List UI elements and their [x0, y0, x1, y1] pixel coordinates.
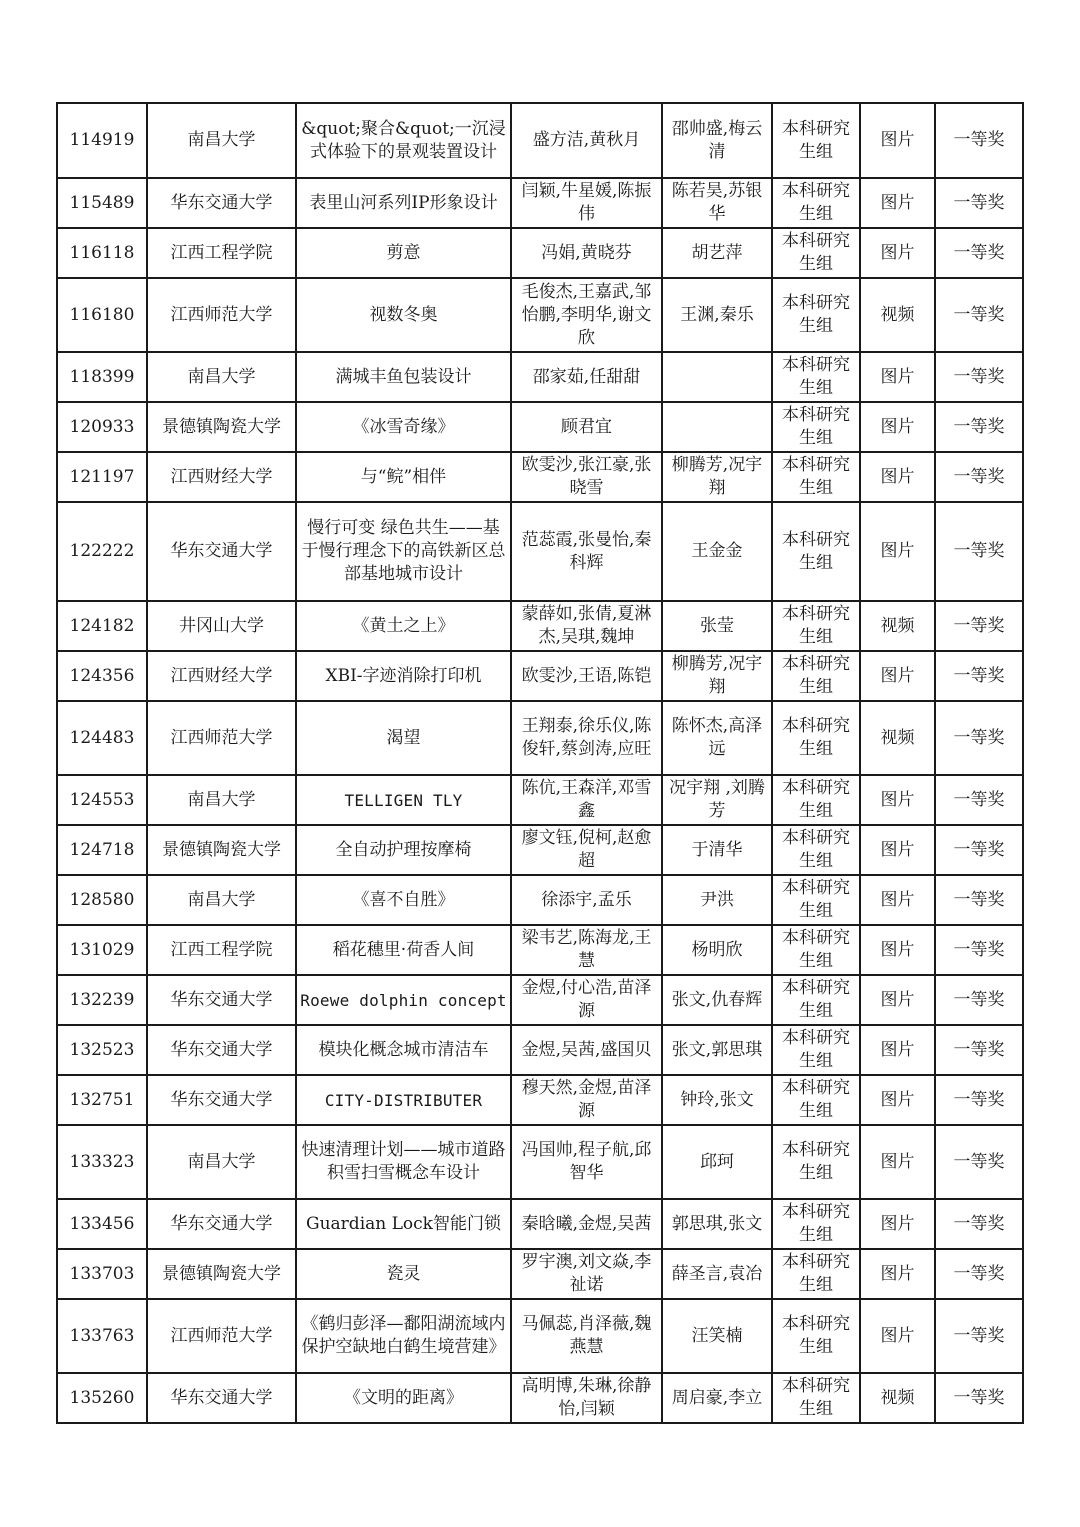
cell-work-title: CITY-DISTRIBUTER — [296, 1075, 511, 1125]
cell-entry-id: 118399 — [57, 352, 147, 402]
cell-entry-id: 121197 — [57, 452, 147, 502]
cell-group: 本科研究生组 — [772, 775, 860, 825]
cell-award: 一等奖 — [935, 1025, 1023, 1075]
cell-award: 一等奖 — [935, 601, 1023, 651]
cell-work-type: 图片 — [860, 402, 935, 452]
cell-work-type: 图片 — [860, 103, 935, 178]
cell-authors: 穆天然,金煜,苗泽源 — [511, 1075, 662, 1125]
cell-school: 华东交通大学 — [147, 1025, 296, 1075]
cell-advisors: 况宇翔 ,刘腾芳 — [662, 775, 772, 825]
cell-advisors: 钟玲,张文 — [662, 1075, 772, 1125]
cell-entry-id: 124182 — [57, 601, 147, 651]
cell-school: 江西师范大学 — [147, 278, 296, 352]
cell-work-title: 与“鲩”相伴 — [296, 452, 511, 502]
cell-group: 本科研究生组 — [772, 278, 860, 352]
cell-award: 一等奖 — [935, 925, 1023, 975]
cell-authors: 廖文钰,倪柯,赵愈超 — [511, 825, 662, 875]
cell-authors: 金煜,付心浩,苗泽源 — [511, 975, 662, 1025]
cell-group: 本科研究生组 — [772, 103, 860, 178]
cell-group: 本科研究生组 — [772, 352, 860, 402]
cell-authors: 陈伉,王森洋,邓雪鑫 — [511, 775, 662, 825]
cell-school: 南昌大学 — [147, 103, 296, 178]
table-row — [57, 352, 1023, 402]
cell-advisors: 郭思琪,张文 — [662, 1199, 772, 1249]
cell-school: 华东交通大学 — [147, 178, 296, 228]
cell-entry-id: 114919 — [57, 103, 147, 178]
cell-work-type: 图片 — [860, 775, 935, 825]
cell-award: 一等奖 — [935, 1299, 1023, 1373]
cell-work-title: XBI-字迹消除打印机 — [296, 651, 511, 701]
cell-group: 本科研究生组 — [772, 925, 860, 975]
cell-work-title: 慢行可变 绿色共生——基于慢行理念下的高铁新区总部基地城市设计 — [296, 502, 511, 601]
cell-authors: 梁韦艺,陈海龙,王慧 — [511, 925, 662, 975]
cell-entry-id: 116180 — [57, 278, 147, 352]
cell-work-title: 视数冬奥 — [296, 278, 511, 352]
cell-authors: 王翔泰,徐乐仪,陈俊轩,蔡剑涛,应旺 — [511, 701, 662, 775]
cell-advisors: 邱珂 — [662, 1125, 772, 1199]
cell-work-type: 图片 — [860, 1249, 935, 1299]
cell-group: 本科研究生组 — [772, 1075, 860, 1125]
cell-entry-id: 133456 — [57, 1199, 147, 1249]
table-row — [57, 701, 1023, 775]
cell-advisors: 薛圣言,袁冶 — [662, 1249, 772, 1299]
cell-advisors: 汪笑楠 — [662, 1299, 772, 1373]
cell-authors: 范蕊霞,张曼怡,秦科辉 — [511, 502, 662, 601]
cell-authors: 秦晗曦,金煜,吴茜 — [511, 1199, 662, 1249]
cell-school: 景德镇陶瓷大学 — [147, 825, 296, 875]
cell-work-title: 《文明的距离》 — [296, 1373, 511, 1423]
cell-group: 本科研究生组 — [772, 1249, 860, 1299]
cell-authors: 高明博,朱琳,徐静怡,闫颖 — [511, 1373, 662, 1423]
cell-school: 江西财经大学 — [147, 651, 296, 701]
cell-award: 一等奖 — [935, 975, 1023, 1025]
table-row — [57, 1025, 1023, 1075]
cell-advisors: 王渊,秦乐 — [662, 278, 772, 352]
cell-advisors: 周启豪,李立 — [662, 1373, 772, 1423]
cell-work-title: TELLIGEN TLY — [296, 775, 511, 825]
cell-work-title: 快速清理计划——城市道路积雪扫雪概念车设计 — [296, 1125, 511, 1199]
cell-school: 华东交通大学 — [147, 1075, 296, 1125]
cell-work-title: 模块化概念城市清洁车 — [296, 1025, 511, 1075]
cell-entry-id: 124483 — [57, 701, 147, 775]
cell-group: 本科研究生组 — [772, 1199, 860, 1249]
cell-work-type: 图片 — [860, 875, 935, 925]
cell-advisors: 柳腾芳,况宇翔 — [662, 452, 772, 502]
cell-school: 江西工程学院 — [147, 228, 296, 278]
cell-work-type: 图片 — [860, 651, 935, 701]
cell-group: 本科研究生组 — [772, 1025, 860, 1075]
table-row — [57, 103, 1023, 178]
cell-award: 一等奖 — [935, 352, 1023, 402]
cell-entry-id: 135260 — [57, 1373, 147, 1423]
cell-entry-id: 115489 — [57, 178, 147, 228]
cell-group: 本科研究生组 — [772, 651, 860, 701]
cell-authors: 马佩蕊,肖泽薇,魏燕慧 — [511, 1299, 662, 1373]
table-row — [57, 875, 1023, 925]
cell-advisors: 陈怀杰,高泽远 — [662, 701, 772, 775]
cell-group: 本科研究生组 — [772, 701, 860, 775]
cell-work-title: 满城丰鱼包装设计 — [296, 352, 511, 402]
cell-work-title: 《喜不自胜》 — [296, 875, 511, 925]
awards-table-body — [57, 103, 1023, 1423]
cell-work-type: 图片 — [860, 975, 935, 1025]
cell-work-type: 图片 — [860, 1199, 935, 1249]
cell-work-type: 图片 — [860, 1075, 935, 1125]
cell-work-type: 图片 — [860, 925, 935, 975]
cell-authors: 冯娟,黄晓芬 — [511, 228, 662, 278]
cell-award: 一等奖 — [935, 502, 1023, 601]
table-row — [57, 925, 1023, 975]
cell-authors: 毛俊杰,王嘉武,邹怡鹏,李明华,谢文欣 — [511, 278, 662, 352]
table-row — [57, 452, 1023, 502]
cell-advisors — [662, 352, 772, 402]
cell-work-title: 《黄土之上》 — [296, 601, 511, 651]
cell-school: 华东交通大学 — [147, 975, 296, 1025]
cell-group: 本科研究生组 — [772, 452, 860, 502]
cell-school: 江西师范大学 — [147, 1299, 296, 1373]
table-row — [57, 1199, 1023, 1249]
cell-work-type: 图片 — [860, 228, 935, 278]
cell-advisors: 张文,仇春辉 — [662, 975, 772, 1025]
table-row — [57, 1249, 1023, 1299]
cell-work-title: &quot;聚合&quot;一沉浸式体验下的景观装置设计 — [296, 103, 511, 178]
cell-school: 南昌大学 — [147, 775, 296, 825]
cell-advisors: 张莹 — [662, 601, 772, 651]
cell-work-type: 视频 — [860, 601, 935, 651]
cell-group: 本科研究生组 — [772, 502, 860, 601]
cell-work-title: 渴望 — [296, 701, 511, 775]
cell-group: 本科研究生组 — [772, 178, 860, 228]
cell-entry-id: 116118 — [57, 228, 147, 278]
cell-work-type: 图片 — [860, 452, 935, 502]
table-row — [57, 975, 1023, 1025]
cell-work-type: 图片 — [860, 352, 935, 402]
cell-school: 井冈山大学 — [147, 601, 296, 651]
cell-authors: 顾君宜 — [511, 402, 662, 452]
cell-advisors: 陈若昊,苏银华 — [662, 178, 772, 228]
cell-advisors: 柳腾芳,况宇翔 — [662, 651, 772, 701]
cell-entry-id: 133703 — [57, 1249, 147, 1299]
cell-entry-id: 132751 — [57, 1075, 147, 1125]
cell-award: 一等奖 — [935, 1249, 1023, 1299]
cell-school: 南昌大学 — [147, 875, 296, 925]
cell-award: 一等奖 — [935, 875, 1023, 925]
cell-school: 华东交通大学 — [147, 502, 296, 601]
cell-award: 一等奖 — [935, 651, 1023, 701]
cell-work-type: 视频 — [860, 701, 935, 775]
table-row — [57, 278, 1023, 352]
cell-entry-id: 133763 — [57, 1299, 147, 1373]
cell-entry-id: 132239 — [57, 975, 147, 1025]
awards-table — [56, 102, 1024, 1424]
cell-authors: 欧雯沙,张江豪,张晓雪 — [511, 452, 662, 502]
cell-award: 一等奖 — [935, 1075, 1023, 1125]
cell-group: 本科研究生组 — [772, 1373, 860, 1423]
cell-award: 一等奖 — [935, 1125, 1023, 1199]
cell-group: 本科研究生组 — [772, 601, 860, 651]
cell-entry-id: 124553 — [57, 775, 147, 825]
table-row — [57, 651, 1023, 701]
cell-authors: 冯国帅,程子航,邱智华 — [511, 1125, 662, 1199]
cell-entry-id: 120933 — [57, 402, 147, 452]
cell-entry-id: 122222 — [57, 502, 147, 601]
table-row — [57, 601, 1023, 651]
table-row — [57, 1075, 1023, 1125]
cell-group: 本科研究生组 — [772, 1299, 860, 1373]
cell-authors: 金煜,吴茜,盛国贝 — [511, 1025, 662, 1075]
cell-authors: 蒙薛如,张倩,夏淋杰,吴琪,魏坤 — [511, 601, 662, 651]
cell-school: 南昌大学 — [147, 352, 296, 402]
cell-school: 南昌大学 — [147, 1125, 296, 1199]
cell-work-type: 视频 — [860, 1373, 935, 1423]
cell-work-title: 《鹤归彭泽—鄱阳湖流域内保护空缺地白鹤生境营建》 — [296, 1299, 511, 1373]
cell-group: 本科研究生组 — [772, 875, 860, 925]
cell-advisors: 胡艺萍 — [662, 228, 772, 278]
cell-advisors: 于清华 — [662, 825, 772, 875]
cell-group: 本科研究生组 — [772, 975, 860, 1025]
cell-award: 一等奖 — [935, 1199, 1023, 1249]
cell-authors: 邵家茹,任甜甜 — [511, 352, 662, 402]
cell-authors: 欧雯沙,王语,陈铠 — [511, 651, 662, 701]
table-row — [57, 825, 1023, 875]
cell-school: 江西财经大学 — [147, 452, 296, 502]
cell-advisors: 尹洪 — [662, 875, 772, 925]
cell-work-title: 表里山河系列IP形象设计 — [296, 178, 511, 228]
cell-work-type: 图片 — [860, 825, 935, 875]
cell-authors: 罗宇澳,刘文焱,李祉诺 — [511, 1249, 662, 1299]
cell-work-title: 稻花穗里·荷香人间 — [296, 925, 511, 975]
cell-award: 一等奖 — [935, 1373, 1023, 1423]
cell-school: 江西师范大学 — [147, 701, 296, 775]
cell-authors: 徐添宇,孟乐 — [511, 875, 662, 925]
cell-work-type: 图片 — [860, 502, 935, 601]
cell-work-type: 图片 — [860, 1125, 935, 1199]
cell-entry-id: 128580 — [57, 875, 147, 925]
cell-work-type: 图片 — [860, 1299, 935, 1373]
table-row — [57, 1299, 1023, 1373]
table-row — [57, 228, 1023, 278]
cell-work-title: 《冰雪奇缘》 — [296, 402, 511, 452]
cell-school: 江西工程学院 — [147, 925, 296, 975]
cell-advisors: 王金金 — [662, 502, 772, 601]
cell-work-title: 全自动护理按摩椅 — [296, 825, 511, 875]
cell-advisors: 张文,郭思琪 — [662, 1025, 772, 1075]
cell-work-title: Guardian Lock智能门锁 — [296, 1199, 511, 1249]
cell-school: 景德镇陶瓷大学 — [147, 1249, 296, 1299]
table-row — [57, 178, 1023, 228]
cell-group: 本科研究生组 — [772, 402, 860, 452]
cell-work-title: Roewe dolphin concept — [296, 975, 511, 1025]
cell-award: 一等奖 — [935, 103, 1023, 178]
cell-school: 华东交通大学 — [147, 1373, 296, 1423]
table-row — [57, 775, 1023, 825]
cell-work-type: 图片 — [860, 1025, 935, 1075]
cell-advisors — [662, 402, 772, 452]
cell-entry-id: 124356 — [57, 651, 147, 701]
cell-work-type: 视频 — [860, 278, 935, 352]
cell-entry-id: 133323 — [57, 1125, 147, 1199]
cell-group: 本科研究生组 — [772, 228, 860, 278]
table-row — [57, 1373, 1023, 1423]
cell-award: 一等奖 — [935, 701, 1023, 775]
cell-entry-id: 131029 — [57, 925, 147, 975]
cell-group: 本科研究生组 — [772, 1125, 860, 1199]
cell-award: 一等奖 — [935, 228, 1023, 278]
cell-award: 一等奖 — [935, 178, 1023, 228]
cell-entry-id: 132523 — [57, 1025, 147, 1075]
table-row — [57, 1125, 1023, 1199]
cell-school: 华东交通大学 — [147, 1199, 296, 1249]
table-row — [57, 402, 1023, 452]
cell-award: 一等奖 — [935, 825, 1023, 875]
cell-group: 本科研究生组 — [772, 825, 860, 875]
cell-award: 一等奖 — [935, 452, 1023, 502]
cell-authors: 盛方洁,黄秋月 — [511, 103, 662, 178]
cell-work-type: 图片 — [860, 178, 935, 228]
cell-award: 一等奖 — [935, 278, 1023, 352]
table-row — [57, 502, 1023, 601]
cell-award: 一等奖 — [935, 775, 1023, 825]
cell-authors: 闫颖,牛星媛,陈振伟 — [511, 178, 662, 228]
cell-entry-id: 124718 — [57, 825, 147, 875]
cell-advisors: 邵帅盛,梅云清 — [662, 103, 772, 178]
cell-work-title: 剪意 — [296, 228, 511, 278]
cell-advisors: 杨明欣 — [662, 925, 772, 975]
cell-award: 一等奖 — [935, 402, 1023, 452]
cell-school: 景德镇陶瓷大学 — [147, 402, 296, 452]
cell-work-title: 瓷灵 — [296, 1249, 511, 1299]
